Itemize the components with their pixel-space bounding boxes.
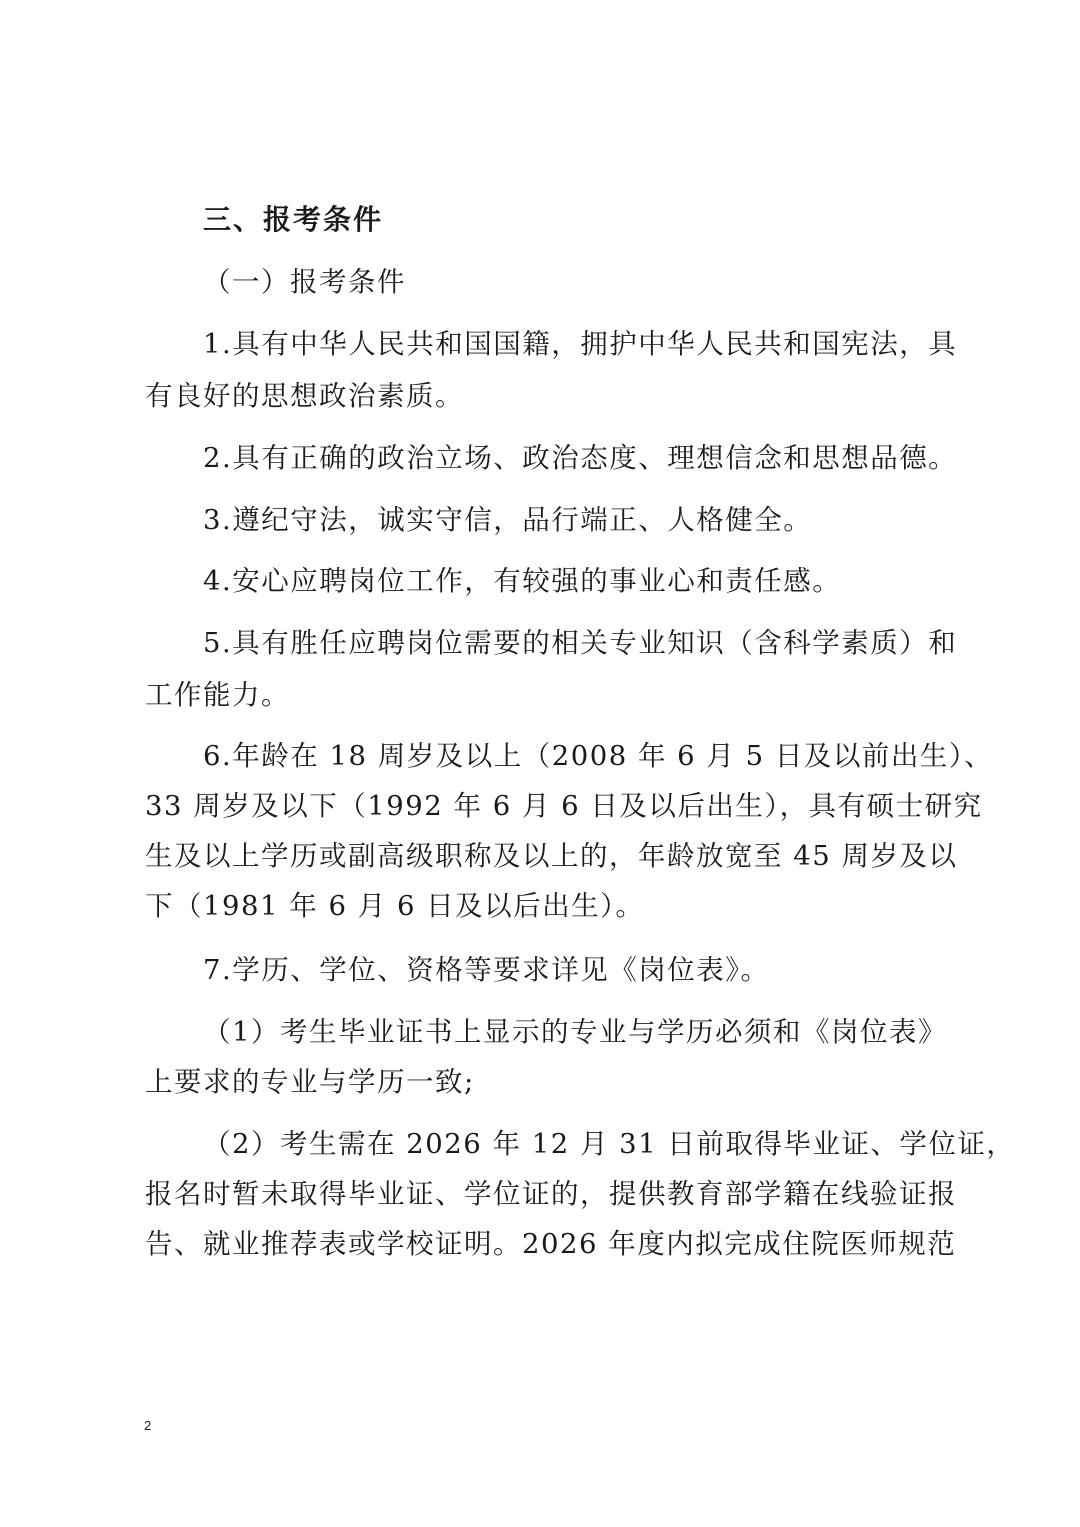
item-5-line-2: 工作能力。 <box>145 679 290 711</box>
item-3: 3.遵纪守法，诚实守信，品行端正、人格健全。 <box>203 504 813 536</box>
item-7: 7.学历、学位、资格等要求详见《岗位表》。 <box>203 954 770 986</box>
item-4: 4.安心应聘岗位工作，有较强的事业心和责任感。 <box>203 565 842 597</box>
item-6-line-1: 6.年龄在 18 周岁及以上（2008 年 6 月 5 日及以前出生）、 <box>203 740 994 772</box>
item-6-line-3: 生及以上学历或副高级职称及以上的，年龄放宽至 45 周岁及以 <box>145 840 958 872</box>
sub-item-1-line-2: 上要求的专业与学历一致; <box>145 1066 475 1098</box>
item-2: 2.具有正确的政治立场、政治态度、理想信念和思想品德。 <box>203 442 958 474</box>
sub-item-1-line-1: （1）考生毕业证书上显示的专业与学历必须和《岗位表》 <box>203 1016 947 1048</box>
page-number: 2 <box>144 1418 152 1433</box>
sub-item-2-line-2: 报名时暂未取得毕业证、学位证的，提供教育部学籍在线验证报 <box>145 1178 957 1210</box>
item-6-line-4: 下（1981 年 6 月 6 日及以后出生）。 <box>145 890 645 922</box>
item-5-line-1: 5.具有胜任应聘岗位需要的相关专业知识（含科学素质）和 <box>203 627 958 659</box>
sub-item-2-line-1: （2）考生需在 2026 年 12 月 31 日前取得毕业证、学位证， <box>203 1128 1016 1160</box>
item-6-line-2: 33 周岁及以下（1992 年 6 月 6 日及以后出生），具有硕士研究 <box>145 790 983 822</box>
item-1-line-2: 有良好的思想政治素质。 <box>145 380 464 412</box>
sub-item-2-line-3: 告、就业推荐表或学校证明。2026 年度内拟完成住院医师规范 <box>145 1228 957 1260</box>
section-heading: 三、报考条件 <box>203 203 384 236</box>
item-1-line-1: 1.具有中华人民共和国国籍，拥护中华人民共和国宪法，具 <box>203 328 958 360</box>
subsection-heading: （一）报考条件 <box>203 266 406 298</box>
